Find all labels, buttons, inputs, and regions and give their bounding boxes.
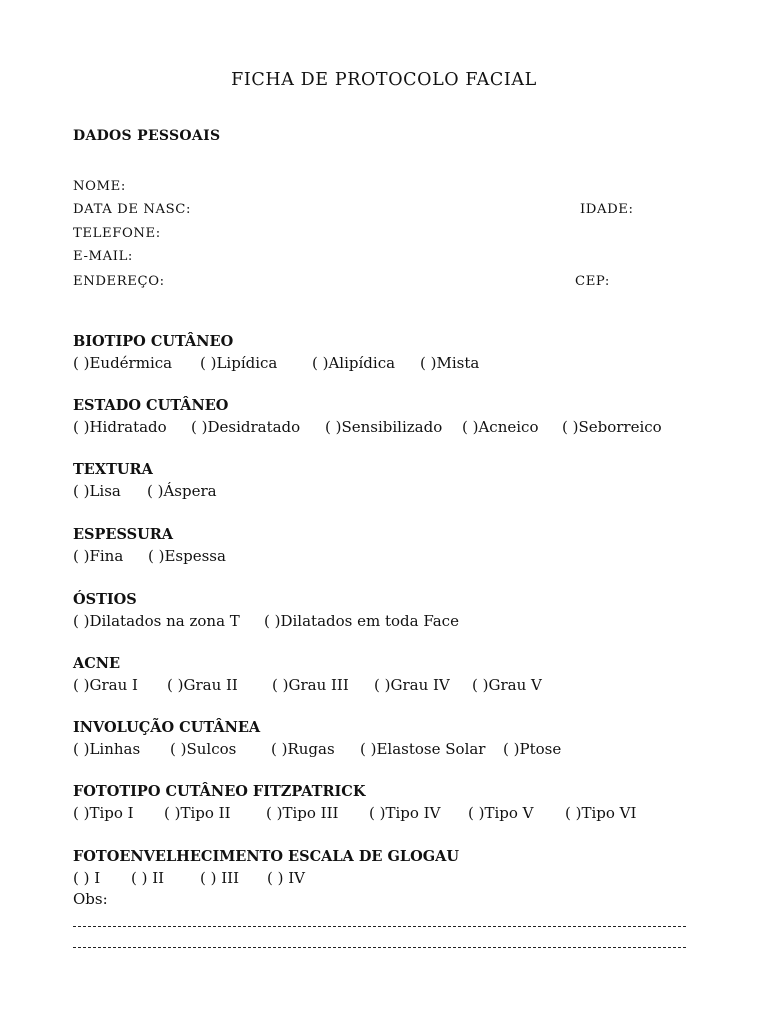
option-checkbox[interactable]: ( )Espessa (148, 547, 226, 565)
idade-label[interactable]: IDADE: (580, 202, 634, 217)
option-checkbox[interactable]: ( )Mista (420, 354, 480, 372)
obs-line[interactable] (73, 947, 686, 948)
option-checkbox[interactable]: ( ) II (131, 869, 165, 887)
cep-label[interactable]: CEP: (575, 274, 610, 289)
obs-label: Obs: (73, 890, 108, 908)
option-checkbox[interactable]: ( )Grau I (73, 676, 138, 694)
obs-line[interactable] (73, 926, 686, 927)
option-checkbox[interactable]: ( )Hidratado (73, 418, 167, 436)
section-fototipo (73, 782, 637, 824)
section-title: FOTOTIPO CUTÂNEO FITZPATRICK (73, 783, 366, 800)
option-checkbox[interactable]: ( )Lipídica (200, 354, 278, 372)
option-checkbox[interactable]: ( )Fina (73, 547, 124, 565)
telefone-label[interactable]: TELEFONE: (73, 226, 161, 241)
option-checkbox[interactable]: ( )Acneico (462, 418, 539, 436)
option-checkbox[interactable]: ( )Áspera (147, 482, 217, 500)
option-checkbox[interactable]: ( )Grau II (167, 676, 238, 694)
section-ostios (73, 590, 459, 632)
option-checkbox[interactable]: ( )Eudérmica (73, 354, 173, 372)
section-title: FOTOENVELHECIMENTO ESCALA DE GLOGAU (73, 848, 460, 865)
data-nasc-label[interactable]: DATA DE NASC: (73, 202, 191, 217)
option-checkbox[interactable]: ( )Linhas (73, 740, 141, 758)
option-checkbox[interactable]: ( )Dilatados em toda Face (264, 612, 459, 630)
section-title: ACNE (73, 655, 121, 672)
option-checkbox[interactable]: ( )Alipídica (312, 354, 396, 372)
section-title: ÓSTIOS (73, 591, 137, 608)
section-title: INVOLUÇÃO CUTÂNEA (73, 719, 261, 736)
section-biotipo (73, 332, 480, 374)
option-checkbox[interactable]: ( )Seborreico (562, 418, 662, 436)
option-checkbox[interactable]: ( )Elastose Solar (360, 740, 486, 758)
option-checkbox[interactable]: ( ) IV (267, 869, 305, 887)
nome-label[interactable]: NOME: (73, 179, 126, 194)
option-checkbox[interactable]: ( ) III (200, 869, 240, 887)
section-espessura (73, 525, 226, 567)
option-checkbox[interactable]: ( )Tipo II (164, 804, 231, 822)
option-checkbox[interactable]: ( ) I (73, 869, 101, 887)
section-estado (73, 396, 662, 438)
option-checkbox[interactable]: ( )Grau V (472, 676, 542, 694)
option-checkbox[interactable]: ( )Sensibilizado (325, 418, 443, 436)
option-checkbox[interactable]: ( )Grau IV (374, 676, 450, 694)
section-title: BIOTIPO CUTÂNEO (73, 333, 234, 350)
section-title: TEXTURA (73, 461, 153, 478)
option-checkbox[interactable]: ( )Dilatados na zona T (73, 612, 240, 630)
section-involucao (73, 718, 562, 760)
option-checkbox[interactable]: ( )Desidratado (191, 418, 301, 436)
section-title: ESPESSURA (73, 526, 174, 543)
email-label[interactable]: E-MAIL: (73, 249, 133, 264)
section-textura (73, 460, 217, 502)
option-checkbox[interactable]: ( )Lisa (73, 482, 121, 500)
page-title: FICHA DE PROTOCOLO FACIAL (231, 70, 537, 90)
option-checkbox[interactable]: ( )Grau III (272, 676, 349, 694)
option-checkbox[interactable]: ( )Tipo IV (369, 804, 441, 822)
section-glogau (73, 847, 459, 889)
option-checkbox[interactable]: ( )Tipo VI (565, 804, 637, 822)
option-checkbox[interactable]: ( )Rugas (271, 740, 335, 758)
endereco-label[interactable]: ENDEREÇO: (73, 274, 165, 289)
option-checkbox[interactable]: ( )Sulcos (170, 740, 237, 758)
section-title: ESTADO CUTÂNEO (73, 397, 229, 414)
section-acne (73, 654, 542, 696)
option-checkbox[interactable]: ( )Tipo I (73, 804, 134, 822)
option-checkbox[interactable]: ( )Ptose (503, 740, 562, 758)
personal-data-heading: DADOS PESSOAIS (73, 128, 221, 144)
option-checkbox[interactable]: ( )Tipo V (468, 804, 534, 822)
option-checkbox[interactable]: ( )Tipo III (266, 804, 339, 822)
